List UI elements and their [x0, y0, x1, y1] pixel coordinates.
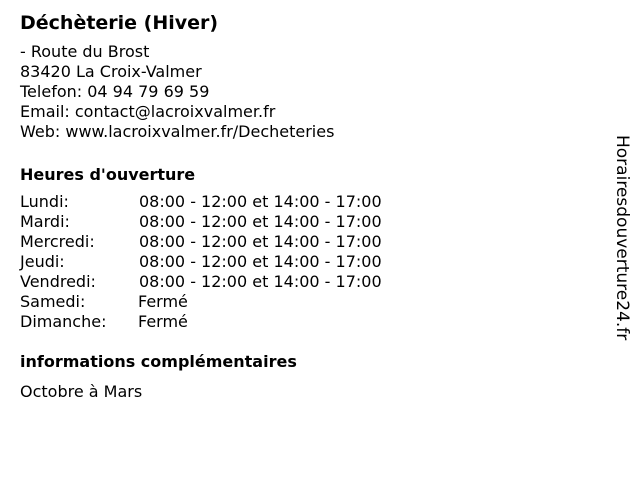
- address-block: [20, 42, 600, 142]
- hours-row-mardi: [20, 212, 600, 232]
- day-hours: 08:00 - 12:00 et 14:00 - 17:00: [139, 192, 382, 211]
- hours-row-mercredi: [20, 232, 600, 252]
- day-label: Samedi:: [20, 292, 86, 311]
- day-hours: 08:00 - 12:00 et 14:00 - 17:00: [139, 252, 382, 271]
- address-city: 83420 La Croix-Valmer: [20, 62, 202, 81]
- hours-row-lundi: [20, 192, 600, 212]
- hours-row-samedi: [20, 292, 600, 312]
- address-street: - Route du Brost: [20, 42, 150, 61]
- day-hours: 08:00 - 12:00 et 14:00 - 17:00: [139, 272, 382, 291]
- hours-row-dimanche: [20, 312, 600, 332]
- additional-info-text: Octobre à Mars: [20, 382, 143, 401]
- day-label: Vendredi:: [20, 272, 96, 291]
- website-address: Web: www.lacroixvalmer.fr/Decheteries: [20, 122, 335, 141]
- day-label: Jeudi:: [20, 252, 65, 271]
- email-address: Email: contact@lacroixvalmer.fr: [20, 102, 276, 121]
- hours-row-jeudi: [20, 252, 600, 272]
- day-hours: Fermé: [138, 292, 188, 311]
- hours-row-vendredi: [20, 272, 600, 292]
- day-label: Dimanche:: [20, 312, 107, 331]
- day-label: Lundi:: [20, 192, 69, 211]
- site-watermark: Horairesdouverture24.fr: [612, 135, 632, 341]
- opening-hours-heading: Heures d'ouverture: [20, 165, 196, 184]
- day-hours: Fermé: [138, 312, 188, 331]
- facility-card: [20, 10, 600, 402]
- day-hours: 08:00 - 12:00 et 14:00 - 17:00: [139, 232, 382, 251]
- phone-number: Telefon: 04 94 79 69 59: [20, 82, 210, 101]
- facility-title: Déchèterie (Hiver): [20, 12, 219, 34]
- day-label: Mardi:: [20, 212, 70, 231]
- opening-hours-table: [20, 192, 600, 332]
- day-hours: 08:00 - 12:00 et 14:00 - 17:00: [139, 212, 382, 231]
- additional-info-heading: informations complémentaires: [20, 352, 297, 371]
- day-label: Mercredi:: [20, 232, 95, 251]
